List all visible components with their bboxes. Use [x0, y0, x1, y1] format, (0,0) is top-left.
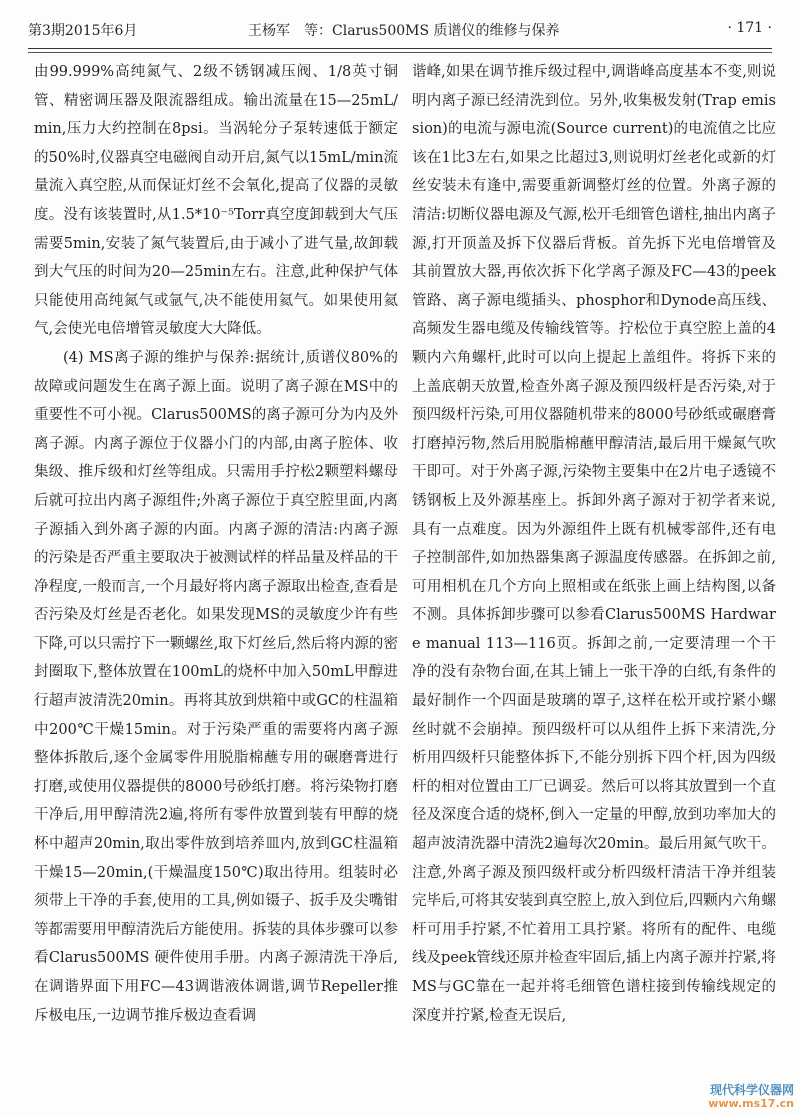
header-rule-thin — [28, 52, 772, 53]
site-watermark — [708, 1083, 794, 1111]
watermark-text: 现代科学仪器网 — [709, 1083, 794, 1097]
header-rule-thick — [28, 48, 772, 49]
paragraph-nitrogen-protection: 由99.999%高纯氮气、2级不锈钢减压阀、1/8英寸铜管、精密调压器及限流器组成。输出流量在15—25mL/min,压力大约控制在8psi。当涡轮分子泵转速低于额定的50%时,仪器真空电磁阀自动开启,氮气以15mL/min流量流入真空腔,从而保证灯丝不会氧化,提高了仪器的灵敏度。没有该装置时,从1.5*10⁻⁵Torr真空度卸载到大气压需要5min,安装了氮气装置后,由于减小了进气量,故卸载到大气压的时间为20—25min左右。注意,此种保护气体只能使用高纯氮气或氩气,决不能使用氦气。如果使用氦气,会使光电倍增管灵敏度大大降低。 — [34, 64, 398, 338]
page-number: · 171 · — [727, 20, 772, 36]
paragraph-ion-source-maintenance: (4) MS离子源的维护与保养:据统计,质谱仪80%的故障或问题发生在离子源上面。说明了离子源在MS中的重要性不可小视。Clarus500MS的离子源可分为内及外离子源。内离子源位于仪器小门的内部,由离子腔体、收集级、推斥级和灯丝等组成。只需用手拧松2颗塑料螺母后就可拉出内离子源组件;外离子源位于真空腔里面,内离子源插入到外离子源的内面。内离子源的清洁:内离子源的污染是否严重主要取决于被测试样的样品量及样品的干净程度,一般而言,一个月最好将内离子源取出检查,查看是否污染及灯丝是否老化。如果发现MS的灵敏度少许有些下降,可以只需拧下一颗螺丝,取下灯丝后,然后将内源的密封圈取下,整体放置在100mL的烧杯中加入50mL甲醇进行超声波清洗20min。再将其放到烘箱中或GC的柱温箱中200℃干燥15min。对于污染严重的需要将内离子源整体拆散后,逐个金属零件用脱脂棉蘸专用的碾磨膏进行打磨,或使用仪器提供的8000号砂纸打磨。将污染物打磨干净后,用甲醇清洗2遍,将所有零件放置到装有甲醇的烧杯中超声20min,取出零件放到培养皿内,放到GC柱温箱干燥15—20min,(干燥温度150℃)取出待用。组装时必须带上干净的手套,使用的工具,例如镊子、扳手及尖嘴钳等都需要用甲醇清洗后方能使用。拆装的具体步骤可以参看Clarus500MS 硬件使用手册。内离子源清洗干净后,在调谐界面下用FC—43调谐液体调谐,调节Repeller推斥极电压,一边调节推斥极边查看调 — [34, 349, 398, 1024]
left-column — [34, 58, 398, 1030]
paragraph-external-source-cleaning: 谐峰,如果在调节推斥级过程中,调谐峰高度基本不变,则说明内离子源已经清洗到位。另外,收集极发射(Trap emission)的电流与源电流(Source current)的电流值之比应该在1比3左右,如果之比超过3,则说明灯丝老化或新的灯丝安装未有逢中,需要重新调整灯丝的位置。外离子源的清洁:切断仪器电源及气源,松开毛细管色谱柱,抽出内离子源,打开顶盖及拆下仪器后背板。首先拆下光电倍增管及其前置放大器,再依次拆下化学离子源及FC—43的peek管路、离子源电缆插头、phosphor和Dynode高压线、高频发生器电缆及传输线管等。拧松位于真空腔上盖的4颗内六角螺杆,此时可以向上提起上盖组件。将拆下来的上盖底朝天放置,检查外离子源及预四级杆是否污染,对于预四级杆污染,可用仪器随机带来的8000号砂纸或碾磨膏打磨掉污物,然后用脱脂棉蘸甲醇清洁,最后用干燥氮气吹干即可。对于外离子源,污染物主要集中在2片电子透镜不锈钢板上及外源基座上。拆卸外离子源对于初学者来说,具有一点难度。因为外源组件上既有机械零部件,还有电子控制部件,如加热器集离子源温度传感器。在拆卸之前,可用相机在几个方向上照相或在纸张上画上结构图,以备不测。具体拆卸步骤可以参看Clarus500MS Hardware manual 113—116页。拆卸之前,一定要清理一个干净的没有杂物台面,在其上铺上一张干净的白纸,有条件的最好制作一个四面是玻璃的罩子,这样在松开或拧紧小螺丝时就不会崩掉。预四级杆可以从组件上拆下来清洗,分析用四级杆只能整体拆下,不能分别拆下四个杆,因为四级杆的相对位置由工厂已调妥。然后可以将其放置到一个直径及深度合适的烧杯,倒入一定量的甲醇,放到功率加大的超声波清洗器中清洗2遍每次20min。最后用氮气吹干。注意,外离子源及预四级杆或分析四级杆清洁干净并组装完毕后,可将其安装到真空腔上,放入到位后,四颗内六角螺杆可用手拧紧,不忙着用工具拧紧。将所有的配件、电缆线及peek管线还原并检查牢固后,插上内离子源并拧紧,将MS与GC靠在一起并将毛细管色谱柱接到传输线规定的深度并拧紧,检查无误后, — [412, 64, 776, 1024]
running-title: 王杨军 等：Clarus500MS 质谱仪的维修与保养 — [248, 23, 560, 39]
watermark-url: www.ms17.cn — [708, 1097, 794, 1110]
page-header — [28, 0, 772, 52]
journal-issue: 第3期2015年6月 — [28, 23, 138, 39]
right-column — [412, 58, 776, 1030]
